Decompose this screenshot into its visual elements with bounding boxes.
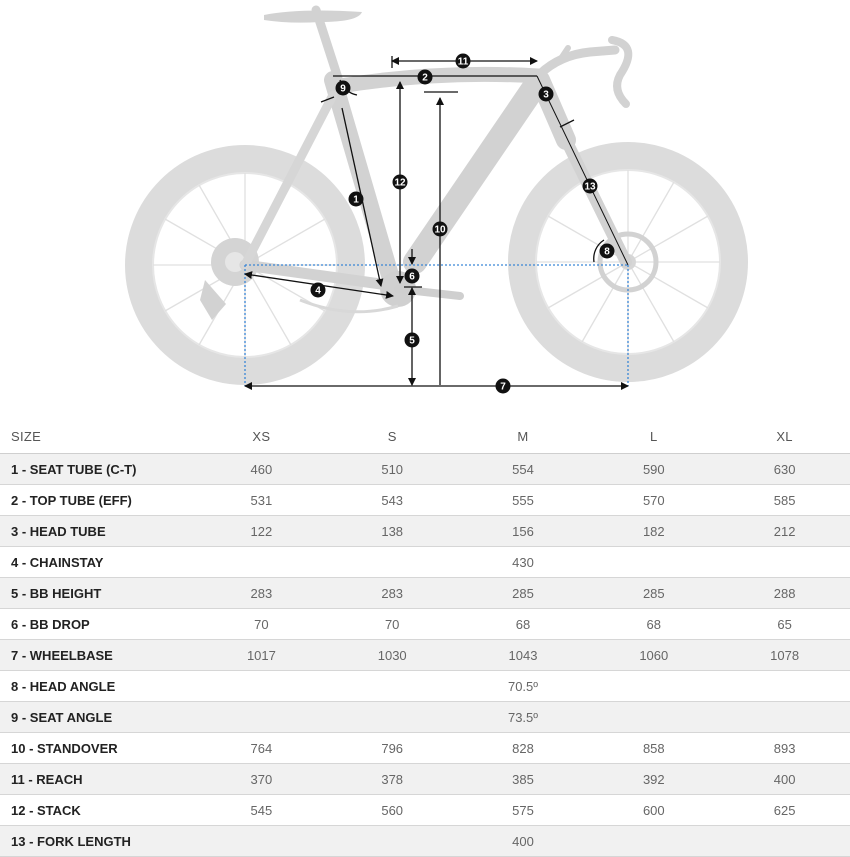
callout-2 xyxy=(418,70,433,85)
row-label: 1 - SEAT TUBE (C-T) xyxy=(0,454,196,485)
row-label: 13 - FORK LENGTH xyxy=(0,826,196,857)
size-column-header: M xyxy=(458,420,589,454)
table-row xyxy=(0,733,850,764)
row-label: 2 - TOP TUBE (EFF) xyxy=(0,485,196,516)
table-cell: 212 xyxy=(719,516,850,547)
table-cell-all-sizes: 430 xyxy=(196,547,850,578)
row-label: 8 - HEAD ANGLE xyxy=(0,671,196,702)
callout-10 xyxy=(433,222,448,237)
table-cell-all-sizes: 70.5º xyxy=(196,671,850,702)
table-cell: 1078 xyxy=(719,640,850,671)
table-cell: 570 xyxy=(588,485,719,516)
svg-text:4: 4 xyxy=(315,285,321,297)
saddle xyxy=(264,11,362,23)
table-cell: 1017 xyxy=(196,640,327,671)
table-cell: 560 xyxy=(327,795,458,826)
table-row xyxy=(0,795,850,826)
callout-9 xyxy=(336,81,351,96)
callout-13 xyxy=(583,179,598,194)
svg-text:10: 10 xyxy=(434,224,446,236)
table-cell: 283 xyxy=(196,578,327,609)
row-label: 11 - REACH xyxy=(0,764,196,795)
row-label: 3 - HEAD TUBE xyxy=(0,516,196,547)
table-cell-all-sizes: 73.5º xyxy=(196,702,850,733)
table-row xyxy=(0,547,850,578)
row-label: 9 - SEAT ANGLE xyxy=(0,702,196,733)
table-cell: 156 xyxy=(458,516,589,547)
table-cell: 600 xyxy=(588,795,719,826)
table-cell: 385 xyxy=(458,764,589,795)
table-cell: 555 xyxy=(458,485,589,516)
table-cell: 828 xyxy=(458,733,589,764)
table-cell: 283 xyxy=(327,578,458,609)
table-cell: 531 xyxy=(196,485,327,516)
table-cell: 285 xyxy=(458,578,589,609)
table-row xyxy=(0,454,850,485)
callout-3 xyxy=(539,87,554,102)
table-cell: 1030 xyxy=(327,640,458,671)
callout-11 xyxy=(456,54,471,69)
callout-6 xyxy=(405,269,420,284)
table-cell: 545 xyxy=(196,795,327,826)
row-label: 5 - BB HEIGHT xyxy=(0,578,196,609)
table-cell: 65 xyxy=(719,609,850,640)
table-cell: 378 xyxy=(327,764,458,795)
table-cell: 392 xyxy=(588,764,719,795)
table-cell: 182 xyxy=(588,516,719,547)
row-label: 6 - BB DROP xyxy=(0,609,196,640)
svg-text:9: 9 xyxy=(340,83,346,95)
svg-text:6: 6 xyxy=(409,271,415,283)
size-column-header: S xyxy=(327,420,458,454)
table-cell: 68 xyxy=(458,609,589,640)
table-cell: 585 xyxy=(719,485,850,516)
callout-5 xyxy=(405,333,420,348)
table-cell: 70 xyxy=(327,609,458,640)
table-row xyxy=(0,640,850,671)
frame xyxy=(245,10,628,286)
callout-12 xyxy=(393,175,408,190)
table-cell: 122 xyxy=(196,516,327,547)
table-row xyxy=(0,671,850,702)
row-label: 4 - CHAINSTAY xyxy=(0,547,196,578)
table-cell: 510 xyxy=(327,454,458,485)
svg-text:13: 13 xyxy=(584,181,596,193)
table-row xyxy=(0,578,850,609)
table-cell: 138 xyxy=(327,516,458,547)
table-cell: 370 xyxy=(196,764,327,795)
table-row xyxy=(0,609,850,640)
svg-text:2: 2 xyxy=(422,72,428,84)
bike-silhouette xyxy=(139,10,734,371)
table-cell: 554 xyxy=(458,454,589,485)
size-header: SIZE xyxy=(0,420,196,454)
table-cell: 288 xyxy=(719,578,850,609)
table-cell: 460 xyxy=(196,454,327,485)
svg-text:8: 8 xyxy=(604,246,610,258)
size-column-header: XS xyxy=(196,420,327,454)
row-label: 10 - STANDOVER xyxy=(0,733,196,764)
table-cell: 575 xyxy=(458,795,589,826)
size-column-header: L xyxy=(588,420,719,454)
size-column-header: XL xyxy=(719,420,850,454)
table-row xyxy=(0,826,850,857)
row-label: 7 - WHEELBASE xyxy=(0,640,196,671)
table-cell: 625 xyxy=(719,795,850,826)
svg-text:7: 7 xyxy=(500,381,506,393)
table-cell: 70 xyxy=(196,609,327,640)
table-row xyxy=(0,702,850,733)
geometry-table xyxy=(0,420,850,857)
table-cell: 893 xyxy=(719,733,850,764)
table-cell: 1060 xyxy=(588,640,719,671)
callout-7 xyxy=(496,379,511,394)
svg-text:3: 3 xyxy=(543,89,549,101)
table-cell: 1043 xyxy=(458,640,589,671)
table-cell: 400 xyxy=(719,764,850,795)
table-cell: 764 xyxy=(196,733,327,764)
table-row xyxy=(0,485,850,516)
table-body xyxy=(0,454,850,857)
svg-text:1: 1 xyxy=(353,194,359,206)
table-cell: 68 xyxy=(588,609,719,640)
bike-geometry-diagram xyxy=(0,0,850,420)
table-cell: 285 xyxy=(588,578,719,609)
table-cell: 543 xyxy=(327,485,458,516)
callout-8 xyxy=(600,244,615,259)
table-row xyxy=(0,516,850,547)
svg-text:11: 11 xyxy=(457,56,469,68)
table-header-row xyxy=(0,420,850,454)
svg-text:5: 5 xyxy=(409,335,415,347)
table-cell-all-sizes: 400 xyxy=(196,826,850,857)
svg-text:12: 12 xyxy=(394,177,406,189)
table-cell: 590 xyxy=(588,454,719,485)
row-label: 12 - STACK xyxy=(0,795,196,826)
table-row xyxy=(0,764,850,795)
table-cell: 858 xyxy=(588,733,719,764)
callout-1 xyxy=(349,192,364,207)
table-cell: 796 xyxy=(327,733,458,764)
table-cell: 630 xyxy=(719,454,850,485)
callout-4 xyxy=(311,283,326,298)
